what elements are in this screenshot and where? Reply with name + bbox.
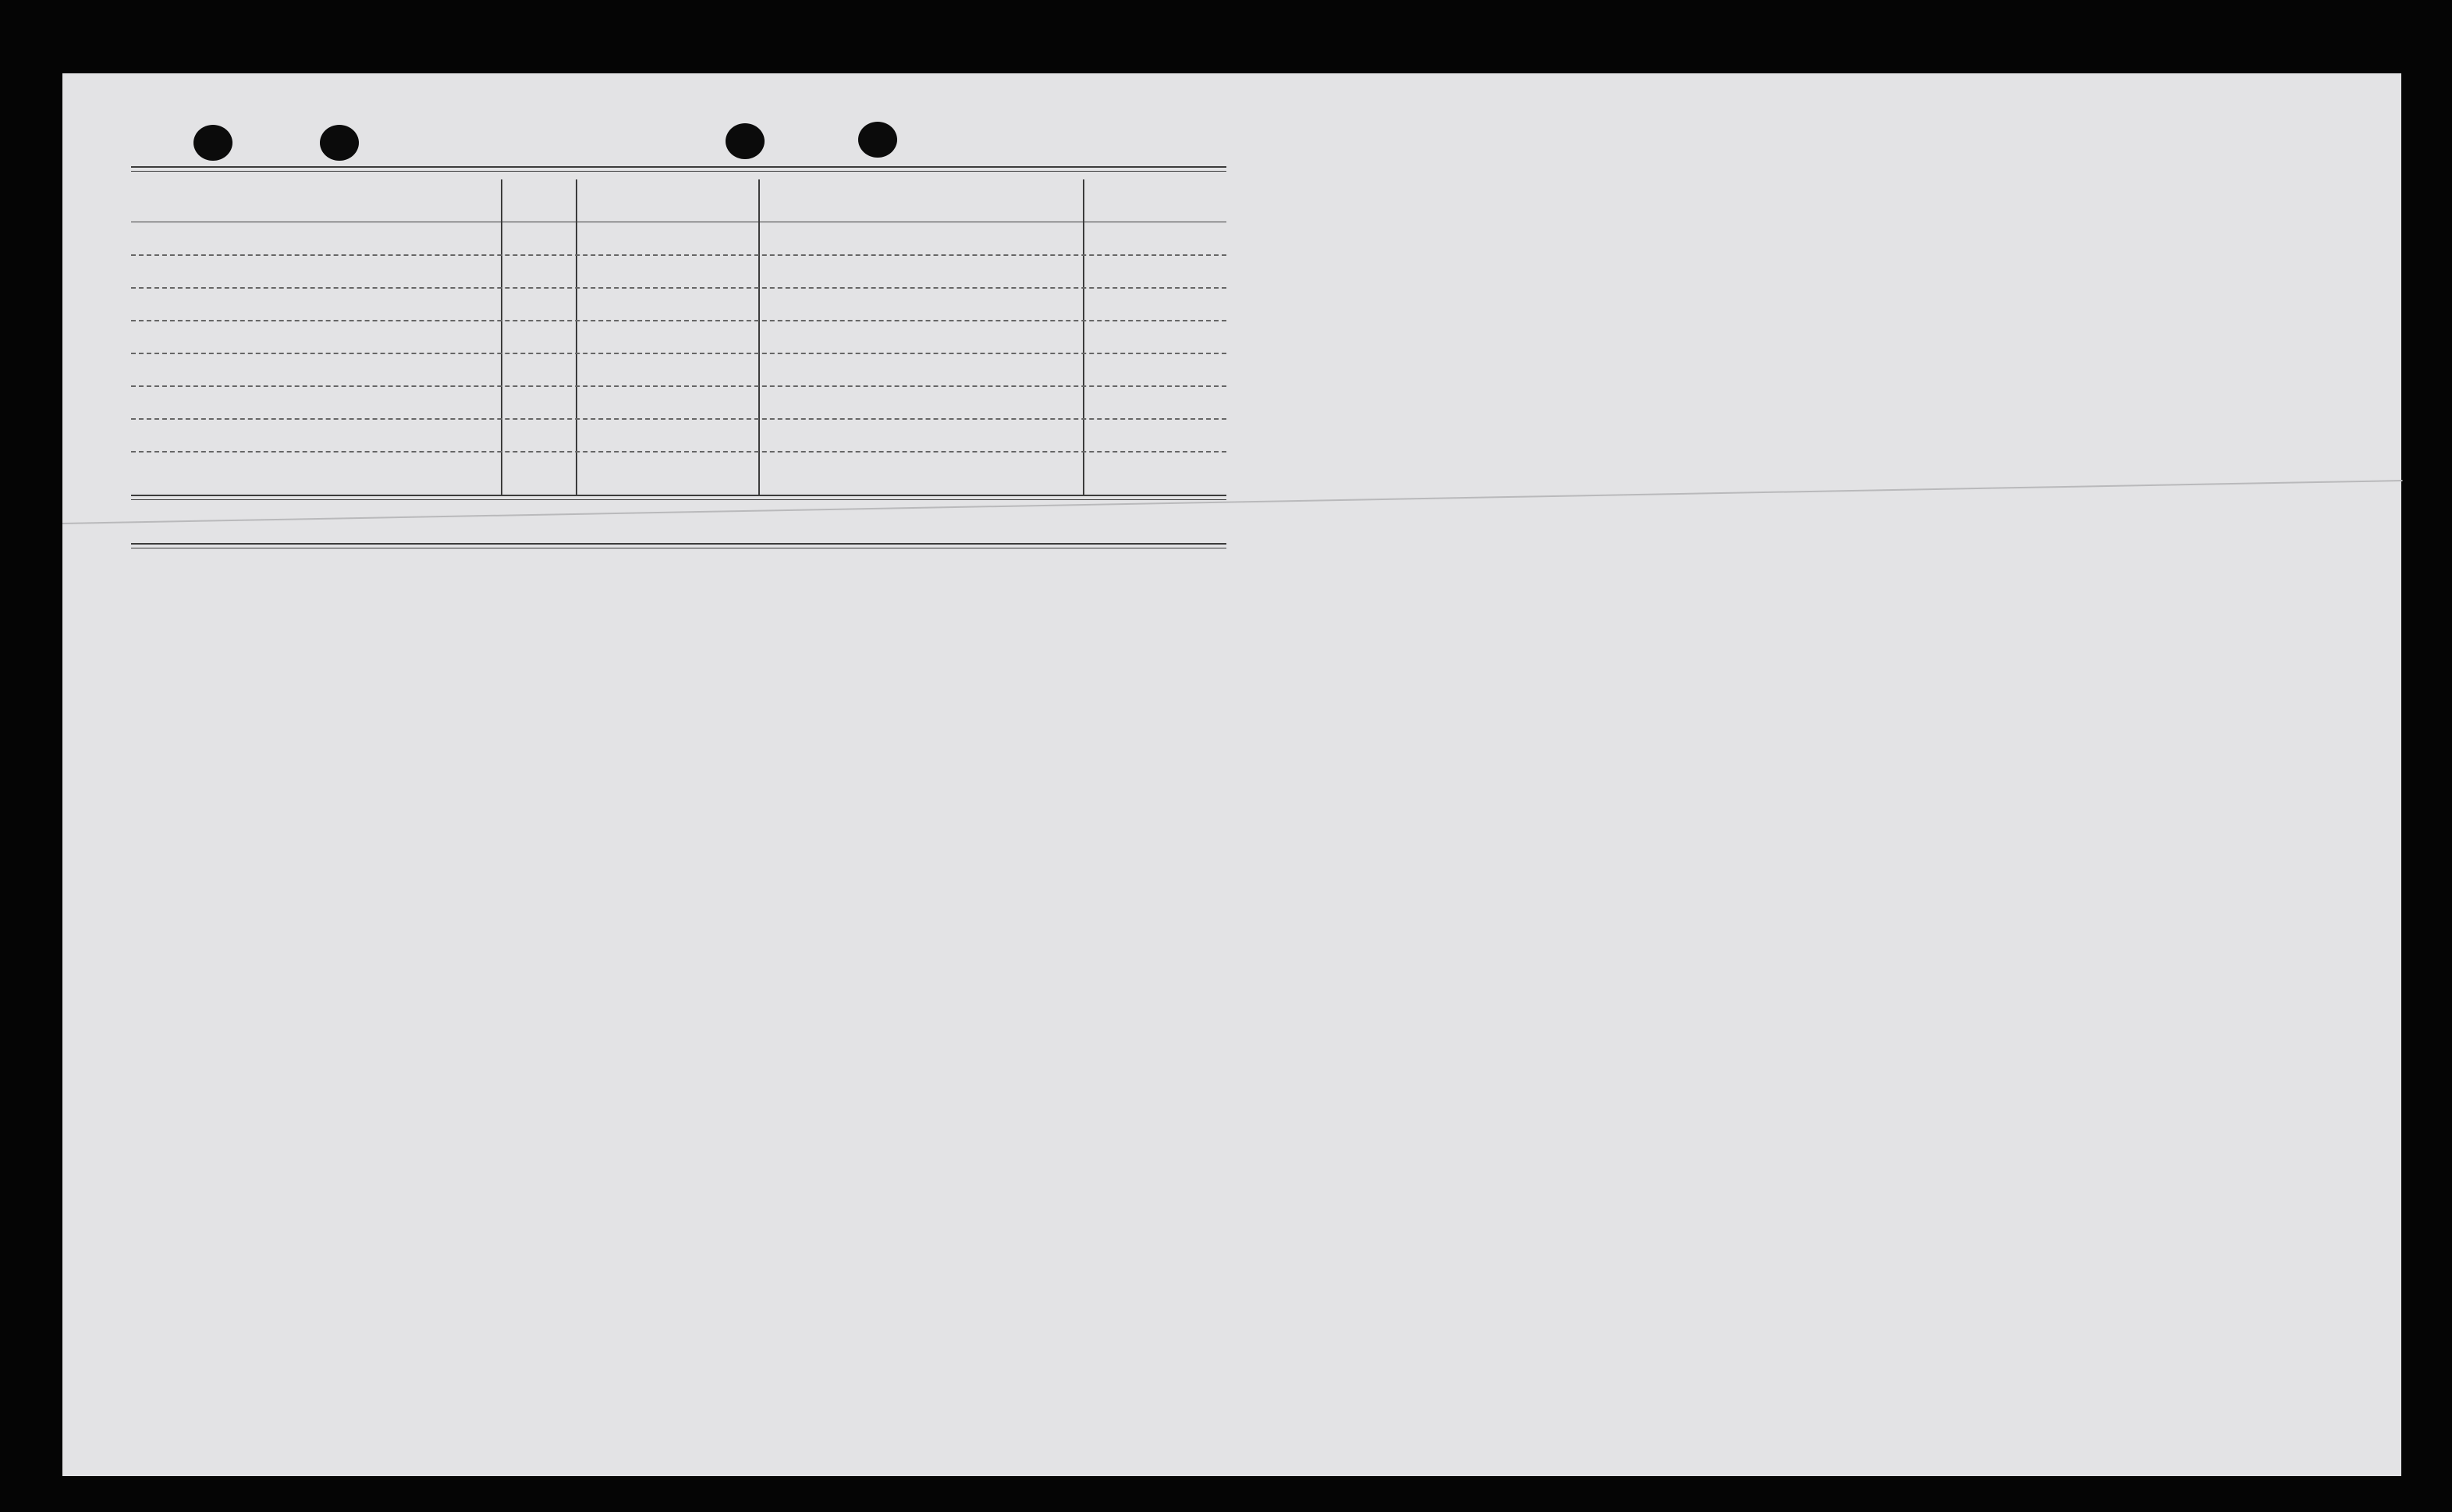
entry-line bbox=[131, 287, 1226, 289]
column-divider bbox=[1083, 179, 1084, 496]
punch-hole bbox=[726, 123, 765, 159]
column-divider bbox=[501, 179, 502, 496]
column-divider bbox=[758, 179, 760, 496]
table-rule bbox=[131, 543, 1226, 548]
entry-line bbox=[131, 254, 1226, 256]
entry-line bbox=[131, 385, 1226, 387]
left-page bbox=[62, 73, 1233, 1476]
punch-hole bbox=[193, 125, 232, 161]
table-rule bbox=[131, 495, 1226, 500]
document-paper bbox=[62, 73, 2401, 1476]
punch-hole bbox=[320, 125, 359, 161]
table-rule bbox=[131, 166, 1226, 172]
entry-line bbox=[131, 320, 1226, 321]
punch-hole bbox=[858, 122, 897, 158]
entry-line bbox=[131, 451, 1226, 453]
column-divider bbox=[576, 179, 577, 496]
entry-line bbox=[131, 353, 1226, 354]
entry-line bbox=[131, 418, 1226, 420]
